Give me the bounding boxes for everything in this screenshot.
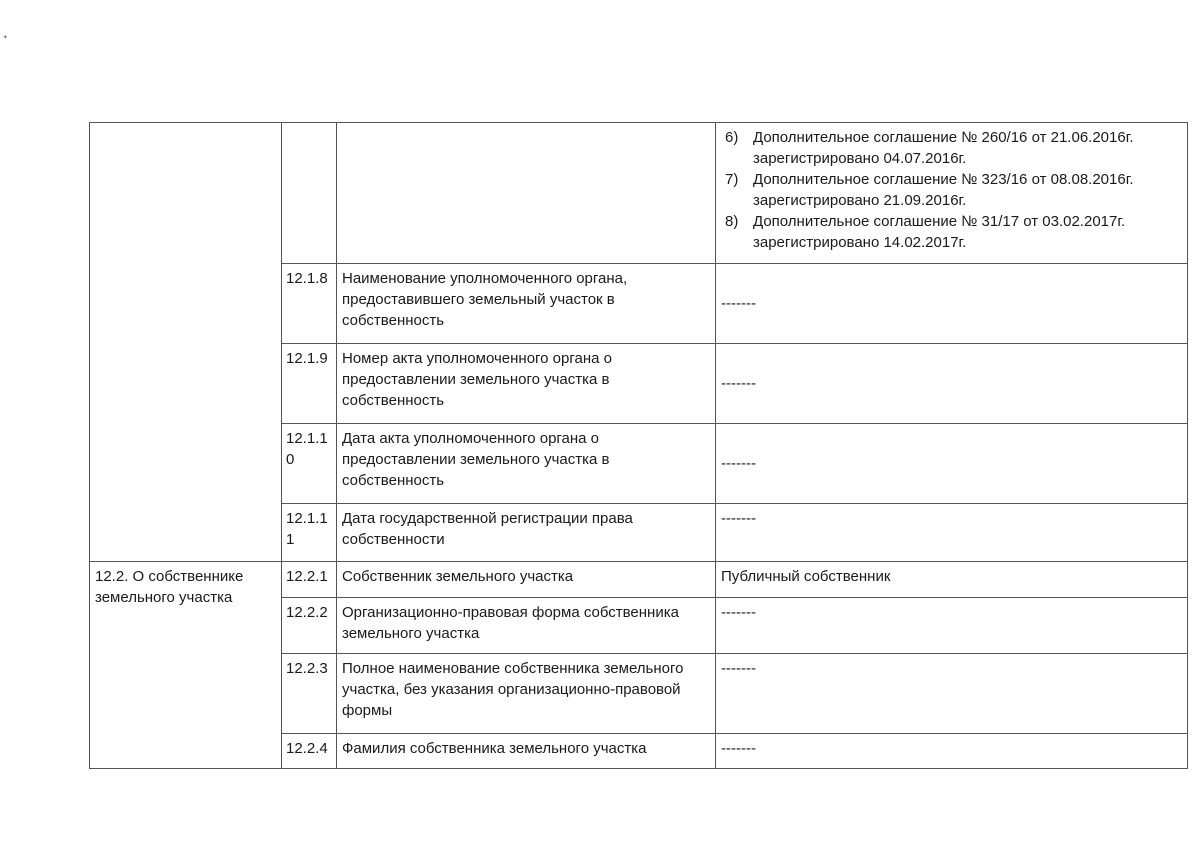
agreement-text: Дополнительное соглашение № 31/17 от 03.02.2017г. зарегистрировано 14.02.2017г. [753,213,1126,251]
section-12-1-title-cell [90,123,282,562]
list-marker: 6) [725,129,739,146]
agreement-text: Дополнительное соглашение № 323/16 от 08.08.2016г. зарегистрировано 21.09.2016г. [753,171,1134,209]
code-cell: 12.1.11 [282,504,337,562]
code-cell: 12.2.4 [282,734,337,769]
agreements-list [721,127,1182,253]
code-cell: 12.2.1 [282,562,337,598]
value-cell: ------- [716,598,1188,654]
value-cell: ------- [716,504,1188,562]
label-cell: Собственник земельного участка [337,562,716,598]
label-cell: Фамилия собственника земельного участка [337,734,716,769]
list-item [721,127,1182,169]
code-cell: 12.2.3 [282,654,337,734]
section-12-2-title-cell: 12.2. О собственнике земельного участка [90,562,282,769]
value-cell: ------- [716,734,1188,769]
code-cell: 12.1.9 [282,344,337,424]
table-row-agreements [90,123,1188,264]
label-cell: Организационно-правовая форма собственника земельного участка [337,598,716,654]
code-cell [282,123,337,264]
scan-speck: ᐩ [3,33,8,46]
value-cell: Публичный собственник [716,562,1188,598]
label-cell: Наименование уполномоченного органа, предоставившего земельный участок в собственность [337,264,716,344]
label-cell: Номер акта уполномоченного органа о предоставлении земельного участка в собственность [337,344,716,424]
value-cell: ------- [716,344,1188,424]
value-cell: ------- [716,654,1188,734]
value-cell [716,123,1188,264]
list-item [721,169,1182,211]
label-cell [337,123,716,264]
code-cell: 12.2.2 [282,598,337,654]
label-cell: Дата акта уполномоченного органа о предоставлении земельного участка в собственность [337,424,716,504]
code-cell: 12.1.8 [282,264,337,344]
list-item [721,211,1182,253]
label-cell: Дата государственной регистрации права собственности [337,504,716,562]
value-cell: ------- [716,264,1188,344]
agreement-text: Дополнительное соглашение № 260/16 от 21.06.2016г. зарегистрировано 04.07.2016г. [753,129,1134,167]
land-plot-info-table [89,122,1188,769]
list-marker: 8) [725,213,739,230]
code-cell: 12.1.10 [282,424,337,504]
table-row [90,562,1188,598]
value-cell: ------- [716,424,1188,504]
list-marker: 7) [725,171,739,188]
label-cell: Полное наименование собственника земельного участка, без указания организационно-правовой формы [337,654,716,734]
